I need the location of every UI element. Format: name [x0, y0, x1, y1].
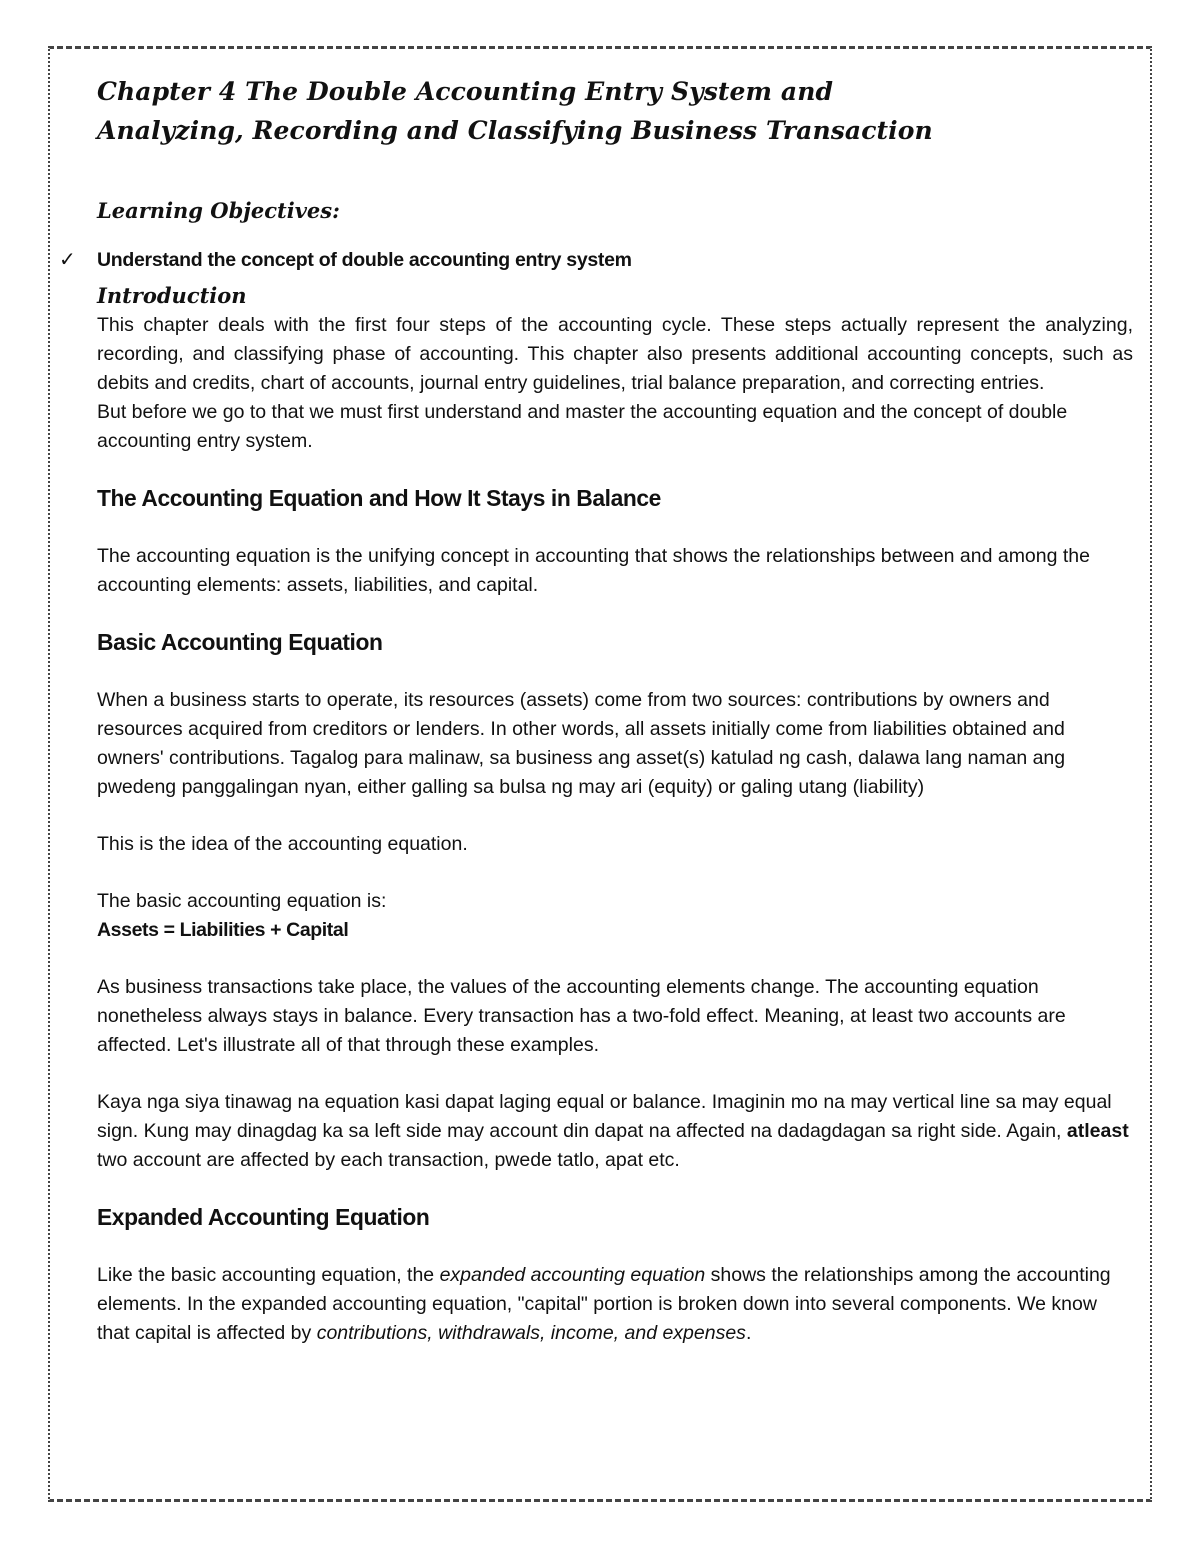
emphasis-expanded-equation: expanded accounting equation: [439, 1264, 706, 1286]
chapter-title: [97, 72, 1133, 150]
paragraph-text-a: Like the basic accounting equation, the: [97, 1264, 440, 1286]
paragraph-text-b: shows the relationships among the accounting elements. In the expanded accounting equation, "capital" portion is broken down into several components. We know that capital is affected by: [97, 1264, 1111, 1344]
emphasis-atleast: atleast: [1066, 1120, 1129, 1142]
section-heading-expanded-equation: Expanded Accounting Equation: [97, 1204, 430, 1230]
objective-item: [59, 246, 1133, 275]
accounting-equation-paragraph: The accounting equation is the unifying concept in accounting that shows the relationships between and among the accounting elements: assets, liabilities, and capital.: [97, 545, 1090, 596]
paragraph-text-b: two account are affected by each transaction, pwede tatlo, apat etc.: [97, 1149, 680, 1171]
check-icon: ✓: [59, 249, 76, 271]
chapter-title-line-1: Chapter 4 The Double Accounting Entry System and: [97, 77, 834, 106]
expanded-equation-paragraph: [97, 1261, 1133, 1348]
section-heading-basic-equation: Basic Accounting Equation: [97, 629, 383, 655]
basic-equation-paragraph-4: [97, 1088, 1133, 1175]
paragraph-text-a: Kaya nga siya tinawag na equation kasi dapat laging equal or balance. Imaginin mo na may vertical line sa may equal sign. Kung may dinagdag ka sa left side may account din dapat na affected na dadagdagan sa right side. Again,: [97, 1091, 1112, 1142]
section-heading-accounting-equation: The Accounting Equation and How It Stays in Balance: [97, 485, 661, 511]
chapter-title-line-2: Analyzing, Recording and Classifying Business Transaction: [97, 116, 933, 145]
document-body: [59, 72, 1133, 1348]
intro-paragraph-2: But before we go to that we must first understand and master the accounting equation and the concept of double accounting entry system.: [97, 401, 1068, 452]
objective-text: Understand the concept of double accounting entry system: [97, 249, 632, 271]
basic-equation-paragraph-3: As business transactions take place, the values of the accounting elements change. The accounting equation nonetheless always stays in balance. Every transaction has a two-fold effect. Meaning, at least two accounts are affected. Let's illustrate all of that through these examples.: [97, 976, 1066, 1056]
basic-equation-paragraph-2: This is the idea of the accounting equation.: [97, 833, 468, 855]
basic-equation-intro: The basic accounting equation is:: [97, 890, 387, 912]
learning-objectives-heading: Learning Objectives:: [97, 198, 340, 223]
introduction-heading: Introduction: [97, 283, 247, 308]
intro-paragraph-1: This chapter deals with the first four steps of the accounting cycle. These steps actually represent the analyzing, recording, and classifying phase of accounting. This chapter also presents additional accounting concepts, such as debits and credits, chart of accounts, journal entry guidelines, trial balance preparation, and correcting entries.: [97, 314, 1133, 394]
basic-equation-paragraph-1: When a business starts to operate, its resources (assets) come from two sources: contributions by owners and resources acquired from creditors or lenders. In other words, all assets initially come from liabilities obtained and owners' contributions. Tagalog para malinaw, sa business ang asset(s) katulad ng cash, dalawa lang naman ang pwedeng panggalingan nyan, either galling sa bulsa ng may ari (equity) or galing utang (liability): [97, 689, 1066, 798]
emphasis-capital-components: contributions, withdrawals, income, and expenses: [316, 1322, 746, 1344]
basic-equation-formula: Assets = Liabilities + Capital: [97, 919, 349, 941]
paragraph-text-c: .: [745, 1322, 752, 1344]
